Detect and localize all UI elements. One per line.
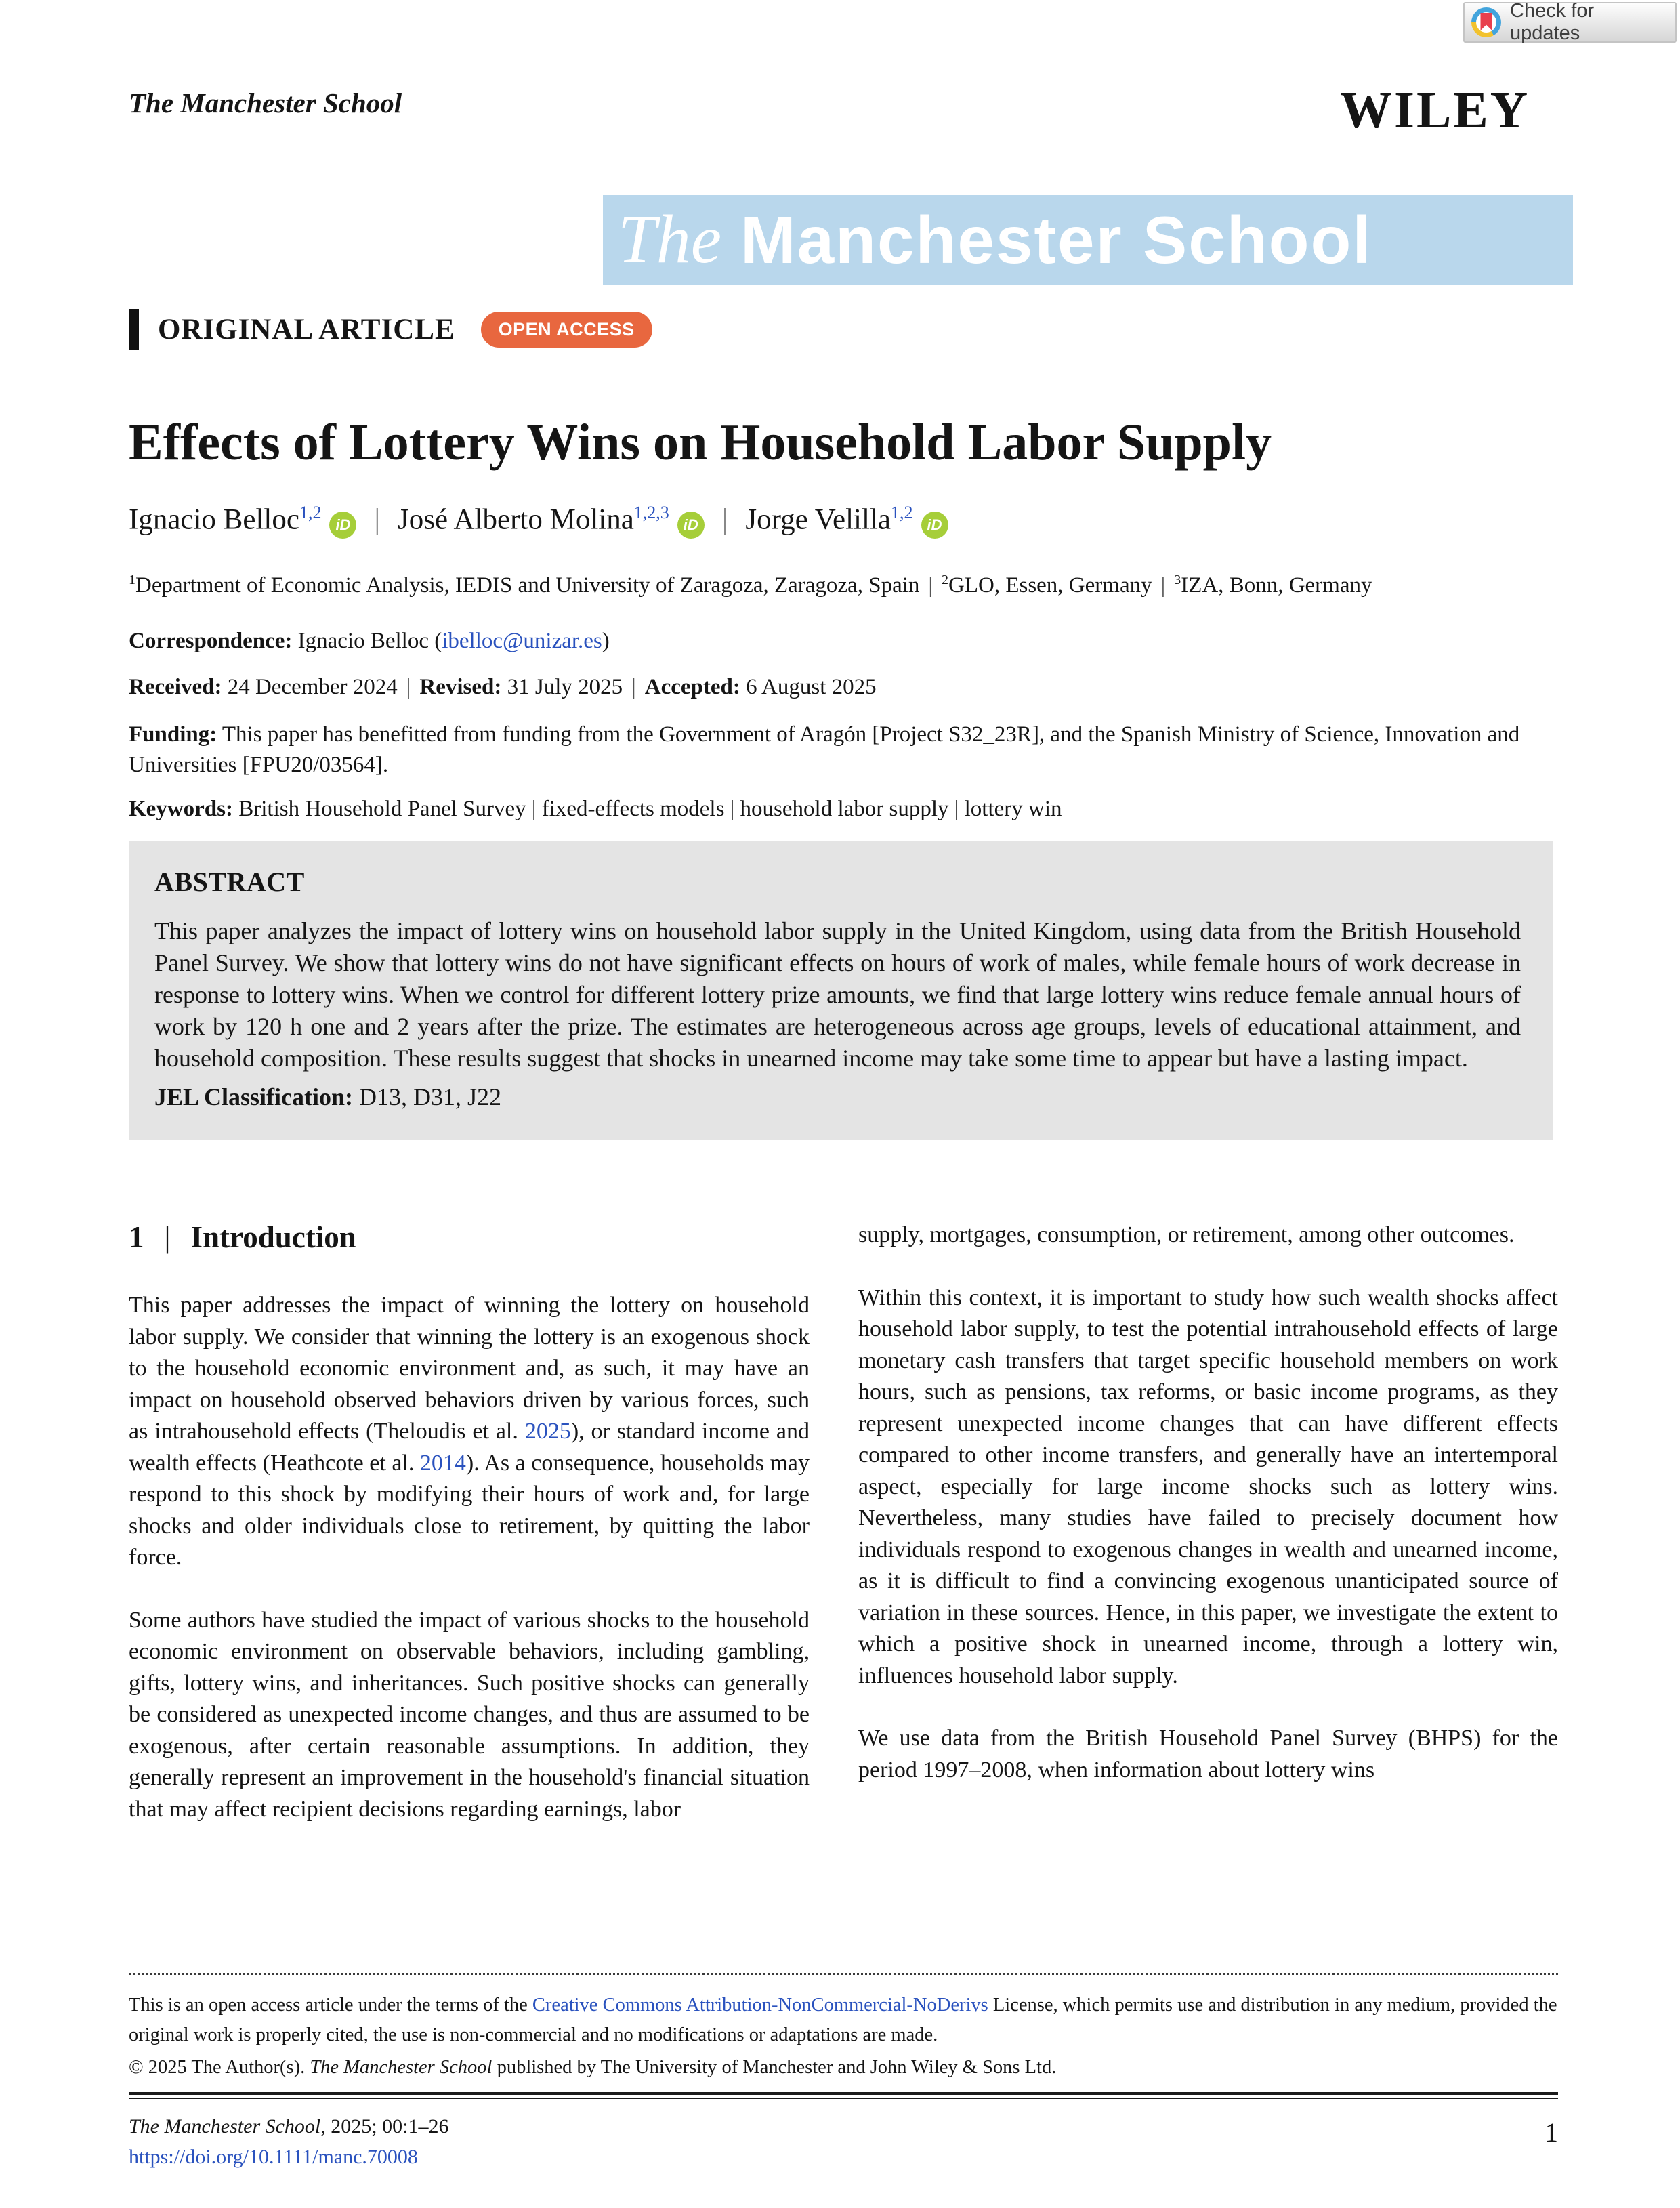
revised-date: 31 July 2025 bbox=[501, 675, 623, 699]
paragraph-text: ). As a consequence, households may respond to this shock by modifying their hours of work and, for large shocks and older individuals close to retirement, by quitting the labor force. bbox=[129, 1450, 810, 1570]
license-text: This is an open access article under the terms of the bbox=[129, 1995, 532, 2016]
bookmark-icon bbox=[1481, 13, 1492, 30]
affiliation-sup: 2 bbox=[942, 572, 948, 587]
correspondence-close: ) bbox=[602, 629, 610, 653]
paragraph-text: This paper addresses the impact of winning the lottery on household labor supply. We consider that winning the lottery is an exogenous shock to the household economic environment and, as such, it may have an impact on household observed behaviors driven by various forces, such as intrahousehold effects (Theloudis et al. bbox=[129, 1293, 810, 1444]
right-column bbox=[858, 1220, 1558, 1825]
funding-text: This paper has benefitted from funding from the Government of Aragón [Project S32_23R], and the Spanish Ministry of Science, Innovation and Universities [FPU20/03564]. bbox=[129, 722, 1520, 777]
history-separator: | bbox=[406, 675, 411, 699]
jel-codes: D13, D31, J22 bbox=[353, 1083, 502, 1110]
author-list bbox=[129, 503, 948, 539]
revised-label: Revised: bbox=[419, 675, 502, 699]
orcid-icon[interactable] bbox=[329, 512, 356, 539]
orcid-icon-label: iD bbox=[927, 516, 942, 534]
abstract-body: This paper analyzes the impact of lottery wins on household labor supply in the United Kingdom, using data from the British Household Panel Survey. We show that lottery wins do not have significant effects on hours of work of males, while female hours of work decrease in response to lottery wins. When we control for different lottery prize amounts, we find that large lottery wins reduce female annual hours of work by 120 h one and 2 years after the prize. The estimates are heterogeneous across age groups, levels of educational attainment, and household composition. These results suggest that shocks in unearned income may take some time to appear but have a lasting impact. bbox=[154, 917, 1521, 1072]
orcid-icon[interactable] bbox=[921, 512, 948, 539]
section-separator: | bbox=[164, 1220, 171, 1254]
section-number: 1 bbox=[129, 1220, 144, 1254]
author-affil-sup: 1,2,3 bbox=[633, 503, 669, 522]
doi-link[interactable]: https://doi.org/10.1111/manc.70008 bbox=[129, 2146, 418, 2168]
affiliation-sup: 3 bbox=[1174, 572, 1181, 587]
article-title: Effects of Lottery Wins on Household Labor Supply bbox=[129, 414, 1272, 471]
cc-license-link[interactable]: Creative Commons Attribution-NonCommercial-NoDerivs bbox=[532, 1995, 988, 2016]
footnote-divider bbox=[129, 1973, 1558, 1975]
check-for-updates-button[interactable] bbox=[1463, 2, 1677, 43]
keywords-line bbox=[129, 797, 1558, 822]
orcid-icon[interactable] bbox=[677, 512, 705, 539]
author-separator: | bbox=[721, 503, 728, 536]
article-type-label: ORIGINAL ARTICLE bbox=[158, 313, 455, 346]
article-type-row bbox=[129, 309, 652, 350]
author-affil-sup: 1,2 bbox=[891, 503, 913, 522]
copyright-line bbox=[129, 2057, 1558, 2079]
correspondence-name: Ignacio Belloc ( bbox=[292, 629, 442, 653]
correspondence-email-link[interactable]: ibelloc@unizar.es bbox=[442, 629, 602, 653]
affiliation-text: Department of Economic Analysis, IEDIS and University of Zaragoza, Zaragoza, Spain bbox=[135, 573, 920, 598]
article-type-bar bbox=[129, 309, 139, 350]
wiley-logo: WILEY bbox=[1340, 81, 1530, 139]
left-column bbox=[129, 1220, 810, 1825]
abstract-box bbox=[129, 841, 1553, 1140]
affiliation-separator: | bbox=[1160, 573, 1166, 598]
copyright-text: published by The University of Manchester and John Wiley & Sons Ltd. bbox=[492, 2057, 1057, 2078]
license-text: License, which permits use and distribution in any medium, provided the original work is properly cited, the use is non-commercial and no modifications or adaptations are made. bbox=[129, 1995, 1557, 2045]
affiliations bbox=[129, 572, 1372, 598]
section-title: Introduction bbox=[190, 1220, 356, 1254]
doi-line bbox=[129, 2146, 1558, 2169]
section-heading-introduction bbox=[129, 1220, 810, 1255]
orcid-icon-label: iD bbox=[683, 516, 698, 534]
paragraph-text: ), or standard income and wealth effects (Heathcote et al. bbox=[129, 1419, 810, 1476]
jel-line bbox=[154, 1083, 1521, 1111]
author-name: Ignacio Belloc bbox=[129, 503, 299, 536]
abstract-heading: ABSTRACT bbox=[154, 867, 305, 897]
affiliation-text: GLO, Essen, Germany bbox=[948, 573, 1152, 598]
citation-heathcote-2014[interactable]: 2014 bbox=[419, 1450, 466, 1476]
jel-label: JEL Classification: bbox=[154, 1083, 354, 1110]
author-name: José Alberto Molina bbox=[398, 503, 634, 536]
bottom-meta bbox=[129, 2115, 1558, 2169]
open-access-badge: OPEN ACCESS bbox=[481, 312, 652, 348]
copyright-journal-name: The Manchester School bbox=[310, 2057, 492, 2078]
correspondence-label: Correspondence: bbox=[129, 629, 293, 653]
orcid-icon-label: iD bbox=[335, 516, 351, 534]
journal-banner bbox=[603, 195, 1573, 285]
affiliation-separator: | bbox=[928, 573, 933, 598]
keywords-label: Keywords: bbox=[129, 797, 233, 821]
author-separator: | bbox=[374, 503, 381, 536]
received-label: Received: bbox=[129, 675, 222, 699]
crossmark-icon bbox=[1471, 7, 1501, 37]
accepted-date: 6 August 2025 bbox=[740, 675, 877, 699]
author-name: Jorge Velilla bbox=[745, 503, 891, 536]
banner-title: Manchester School bbox=[740, 203, 1372, 277]
accepted-label: Accepted: bbox=[644, 675, 740, 699]
journal-citation-name: The Manchester School bbox=[129, 2115, 321, 2138]
journal-name-header: The Manchester School bbox=[129, 87, 402, 119]
license-note bbox=[129, 1991, 1558, 2050]
received-date: 24 December 2024 bbox=[222, 675, 398, 699]
intro-paragraph-2: Some authors have studied the impact of various shocks to the household economic environment on observable behaviors, including gambling, gifts, lottery wins, and inheritances. Such positive shocks can generally be considered as unexpected income changes, and thus are assumed to be exogenous, after certain reasonable assumptions. In addition, they generally represent an improvement in the household's financial situation that may affect recipient decisions regarding earnings, labor bbox=[129, 1607, 810, 1822]
bottom-double-rule bbox=[129, 2092, 1558, 2099]
funding-label: Funding: bbox=[129, 722, 217, 747]
intro-paragraph-5: We use data from the British Household Panel Survey (BHPS) for the period 1997–2008, when information about lottery wins bbox=[858, 1726, 1558, 1783]
page-number: 1 bbox=[1545, 2117, 1558, 2148]
affiliation-sup: 1 bbox=[129, 572, 135, 587]
check-for-updates-label: Check for updates bbox=[1510, 0, 1595, 44]
banner-the: The bbox=[618, 201, 721, 278]
body-columns bbox=[129, 1220, 1558, 1825]
history-line bbox=[129, 675, 1558, 700]
copyright-text: © 2025 The Author(s). bbox=[129, 2057, 310, 2078]
funding-line bbox=[129, 720, 1558, 780]
intro-paragraph-4: Within this context, it is important to study how such wealth shocks affect household labor supply, to test the potential intrahousehold effects of large monetary cash transfers that target specific household members on work hours, such as pensions, tax reforms, or basic income programs, as they represent unexpected income changes that can have different effects compared to other income transfers, and generally have an intertemporal aspect, especially for large income shocks such as lottery wins. Nevertheless, many studies have failed to precisely document how individuals respond to exogenous changes in wealth and unearned income, as it is difficult to find a convincing exogenous unanticipated source of variation in these sources. Hence, in this paper, we investigate the extent to which a positive shock in unearned income, through a lottery win, influences household labor supply. bbox=[858, 1285, 1558, 1688]
intro-paragraph-3: supply, mortgages, consumption, or retirement, among other outcomes. bbox=[858, 1222, 1515, 1247]
intro-paragraph-1 bbox=[129, 1290, 810, 1574]
citation-theloudis-2025[interactable]: 2025 bbox=[524, 1419, 571, 1444]
correspondence-line bbox=[129, 629, 1558, 654]
journal-citation-line bbox=[129, 2115, 1558, 2138]
affiliation-text: IZA, Bonn, Germany bbox=[1181, 573, 1372, 598]
history-separator: | bbox=[631, 675, 636, 699]
keywords-text: British Household Panel Survey | fixed-effects models | household labor supply | lottery win bbox=[232, 797, 1062, 821]
author-affil-sup: 1,2 bbox=[299, 503, 322, 522]
journal-citation-rest: , 2025; 00:1–26 bbox=[320, 2115, 449, 2138]
